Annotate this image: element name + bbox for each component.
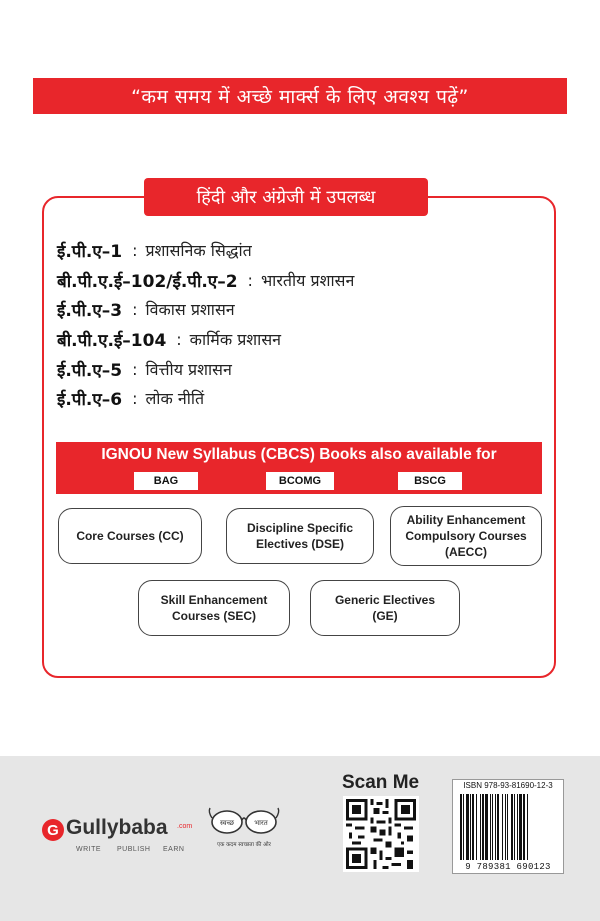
category-aecc: [390, 506, 542, 566]
program-tag-bcomg: BCOMG: [266, 472, 334, 490]
course-code: ई.पी.ए–5: [57, 360, 123, 381]
course-code: बी.पी.ए.ई–102/ई.पी.ए–2: [57, 271, 238, 292]
category-generic-electives: [310, 580, 460, 636]
course-code: ई.पी.ए–1: [57, 241, 123, 262]
tagline-publish: PUBLISH: [117, 846, 151, 853]
isbn-label: ISBN 978-93-81690-12-3: [463, 781, 553, 790]
course-separator: :: [132, 388, 138, 408]
category-line: (AECC): [444, 545, 487, 559]
scan-me-label: Scan Me: [342, 772, 420, 793]
course-separator: :: [132, 359, 138, 379]
gullybaba-logo-suffix: .com: [177, 823, 193, 830]
category-line: (GE): [372, 609, 398, 623]
category-line: Ability Enhancement: [406, 513, 526, 527]
course-title: प्रशासनिक सिद्धांत: [145, 241, 252, 260]
course-row: [57, 297, 235, 321]
course-row: [57, 327, 281, 351]
gullybaba-logo-text: Gullybaba: [66, 816, 168, 839]
course-row: [57, 357, 232, 381]
course-title: भारतीय प्रशासन: [260, 271, 355, 290]
course-separator: :: [132, 299, 138, 319]
course-code: बी.पी.ए.ई–104: [57, 330, 167, 351]
category-line: Electives (DSE): [255, 537, 345, 551]
course-row: [57, 268, 354, 292]
category-line: Core Courses (CC): [76, 529, 184, 543]
tagline-earn: EARN: [163, 846, 185, 853]
slogan-text: “कम समय में अच्छे मार्क्स के लिए अवश्य पढ़ें”: [131, 86, 469, 108]
category-line: Compulsory Courses: [405, 529, 527, 543]
program-tag-bag: BAG: [134, 472, 198, 490]
category-line: Generic Electives: [334, 593, 436, 607]
category-line: Courses (SEC): [171, 609, 256, 623]
category-discipline-electives: [226, 508, 374, 564]
barcode-digits: 9 789381 690123: [465, 862, 551, 872]
language-availability-label: हिंदी और अंग्रेजी में उपलब्ध: [196, 187, 376, 208]
barcode-icon: [460, 794, 556, 860]
swachh-caption: एक कदम स्वच्छता की ओर: [217, 842, 271, 848]
swachh-left-text: स्वच्छ: [219, 819, 235, 827]
qr-code-icon[interactable]: [343, 796, 419, 872]
category-line: Skill Enhancement: [160, 593, 268, 607]
course-separator: :: [247, 270, 253, 290]
course-separator: :: [132, 240, 138, 260]
language-availability-tag: [144, 178, 428, 216]
course-row: [57, 386, 204, 410]
slogan-banner: [33, 78, 567, 114]
course-title: लोक नीतिं: [145, 389, 205, 408]
course-title: वित्तीय प्रशासन: [145, 360, 232, 379]
tagline-write: WRITE: [76, 846, 102, 853]
course-code: ई.पी.ए–6: [57, 389, 123, 410]
program-tag-bscg: BSCG: [398, 472, 462, 490]
course-row: [57, 238, 252, 262]
cbcs-title: IGNOU New Syllabus (CBCS) Books also available for: [101, 446, 497, 463]
category-core-courses: [58, 508, 202, 564]
course-title: कार्मिक प्रशासन: [189, 330, 282, 349]
category-line: Discipline Specific: [246, 521, 354, 535]
course-code: ई.पी.ए–3: [57, 300, 123, 321]
course-separator: :: [176, 329, 182, 349]
swachh-right-text: भारत: [254, 819, 268, 827]
category-skill-enhancement: [138, 580, 290, 636]
gullybaba-logo-icon: G: [42, 819, 64, 841]
course-title: विकास प्रशासन: [145, 300, 235, 319]
swachh-bharat-logo-icon: [206, 806, 284, 852]
